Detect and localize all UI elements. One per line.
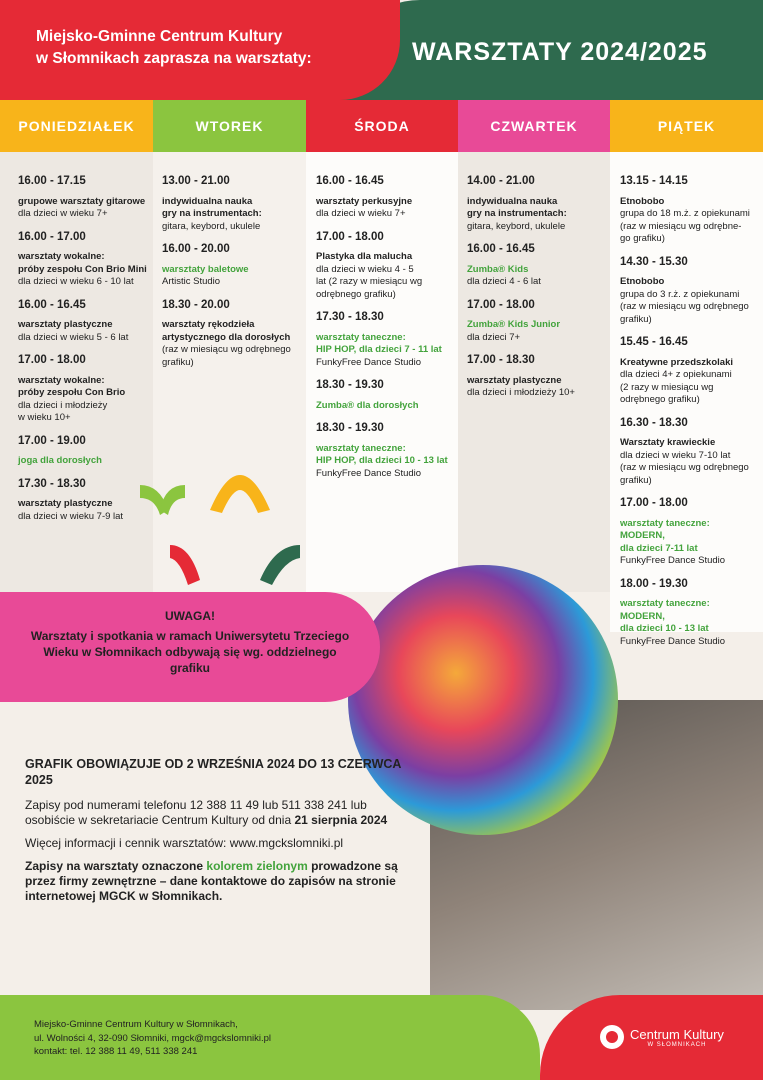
- schedule-entry: [316, 231, 454, 302]
- schedule-entry: [620, 336, 760, 407]
- green-note-post: prowadzone są przez firmy zewnętrzne – dane kontaktowe do zapisów na stronie internetowej MGCK w Słomnikach.: [25, 859, 398, 903]
- green-note-highlight: kolorem zielonym: [206, 859, 308, 873]
- entry-desc: gitara, keybord, ukulele: [467, 220, 566, 232]
- entry-desc: grupa do 3 r.ż. z opiekunami (raz w miesiącu wg odrębnego grafiku): [620, 288, 749, 325]
- entry-desc: dla dzieci w wieku 7+: [18, 208, 108, 219]
- entry-time: 14.30 - 15.30: [620, 255, 688, 268]
- entry-name: grupowe warsztaty gitarowe: [18, 195, 146, 207]
- footer-line-2: ul. Wolności 4, 32-090 Słomniki, mgck@mgckslomniki.pl: [34, 1032, 272, 1044]
- green-note: [25, 859, 420, 904]
- entry-name: Warsztaty krawieckie: [620, 437, 716, 448]
- entry-desc: dla dzieci i młodzieży 10+: [467, 387, 575, 398]
- entry-green: Zumba® Kids Junior: [467, 319, 561, 330]
- entry-time: 17.30 - 18.30: [18, 477, 86, 490]
- schedule-entry: [18, 175, 150, 221]
- entry-desc: FunkyFree Dance Studio: [620, 635, 726, 647]
- entry-time: 13.00 - 21.00: [162, 175, 230, 187]
- schedule-entry: [18, 478, 150, 524]
- deco-shape-dark-green: [260, 545, 300, 585]
- entry-name: indywidualna nauka gry na instrumentach:: [467, 195, 567, 219]
- deco-shape-orange: [210, 475, 270, 513]
- entry-name: Etnobobo: [620, 195, 665, 207]
- entry-name: warsztaty wokalne: próby zespołu Con Brio: [18, 374, 126, 398]
- schedule-entry: [467, 299, 607, 345]
- entry-desc: Artistic Studio: [162, 276, 221, 287]
- entry-time: 18.30 - 19.30: [316, 379, 384, 391]
- schedule-entry: [162, 175, 302, 233]
- deco-shape-green-right: [160, 485, 185, 515]
- day-wednesday: ŚRODA: [306, 100, 458, 152]
- entry-time: 18.30 - 19.30: [316, 422, 384, 434]
- schedule-entry: [467, 175, 607, 233]
- entry-time: 18.00 - 19.30: [620, 577, 688, 590]
- friday-entries: [620, 175, 760, 658]
- entry-name: warsztaty perkusyjne: [316, 195, 413, 207]
- entry-desc: dla dzieci w wieku 7-9 lat: [18, 510, 124, 522]
- logo-sub-text: W SŁOMNIKACH: [647, 1041, 707, 1048]
- entry-name: indywidualna nauka gry na instrumentach:: [162, 195, 262, 219]
- entry-time: 16.00 - 16.45: [316, 175, 384, 187]
- entry-time: 17.00 - 19.00: [18, 434, 86, 447]
- schedule-entry: [18, 435, 150, 468]
- entry-desc: dla dzieci w wieku 5 - 6 lat: [18, 331, 129, 343]
- schedule-entry: [467, 243, 607, 289]
- day-tuesday: WTOREK: [153, 100, 306, 152]
- footer-line-3: kontakt: tel. 12 388 11 49, 511 338 241: [34, 1046, 198, 1057]
- entry-desc: dla dzieci i młodzieży w wieku 10+: [18, 399, 108, 423]
- entry-time: 16.00 - 20.00: [162, 243, 230, 255]
- entry-green: warsztaty taneczne: HIP HOP, dla dzieci 7 - 11 lat: [316, 331, 442, 355]
- entry-green: warsztaty taneczne: MODERN, dla dzieci 7-11 lat: [620, 517, 710, 554]
- entry-name: Kreatywne przedszkolaki: [620, 356, 733, 368]
- entry-time: 16.00 - 16.45: [18, 298, 86, 311]
- schedule-entry: [18, 231, 150, 289]
- tuesday-entries: [162, 175, 302, 379]
- notice-title: UWAGA!: [165, 609, 215, 623]
- entry-name: warsztaty plastyczne: [18, 498, 113, 509]
- deco-shape-red: [170, 545, 200, 585]
- entry-green: joga dla dorosłych: [18, 455, 102, 466]
- enrollment-text: Zapisy pod numerami telefonu 12 388 11 49 lub 511 338 241 lub osobiście w sekretariacie Centrum Kultury od dnia: [25, 798, 367, 827]
- entry-desc: dla dzieci w wieku 4 - 5 lat (2 razy w miesiącu wg odrębnego grafiku): [316, 263, 423, 300]
- intro-line-2: w Słomnikach zaprasza na warsztaty:: [36, 50, 312, 67]
- schedule-entry: [316, 422, 454, 480]
- enrollment-date: 21 sierpnia 2024: [294, 813, 388, 827]
- day-monday: PONIEDZIAŁEK: [0, 100, 153, 152]
- schedule-entry: [620, 497, 760, 568]
- schedule-entry: [18, 354, 150, 425]
- entry-name: warsztaty plastyczne: [467, 374, 562, 386]
- more-info-link[interactable]: Więcej informacji i cennik warsztatów: www.mgckslomniki.pl: [25, 836, 344, 850]
- entry-name: warsztaty rękodzieła artystycznego dla dorosłych: [162, 319, 291, 343]
- thursday-entries: [467, 175, 607, 410]
- schedule-entry: [316, 311, 454, 369]
- entry-desc: FunkyFree Dance Studio: [316, 467, 422, 479]
- entry-desc: dla dzieci 4 - 6 lat: [467, 276, 541, 287]
- entry-time: 14.00 - 21.00: [467, 175, 535, 187]
- schedule-entry: [18, 299, 150, 345]
- entry-desc: grupa do 18 m.ż. z opiekunami (raz w miesiącu wg odrębne- go grafiku): [620, 208, 750, 244]
- schedule-entry: [467, 354, 607, 400]
- schedule-entry: [162, 243, 302, 289]
- entry-desc: gitara, keybord, ukulele: [162, 220, 261, 232]
- page-title: WARSZTATY 2024/2025: [412, 38, 708, 66]
- entry-green: warsztaty taneczne: HIP HOP, dla dzieci 10 - 13 lat: [316, 442, 448, 466]
- entry-green: warsztaty taneczne: MODERN, dla dzieci 10 - 13 lat: [620, 598, 710, 634]
- entry-time: 17.00 - 18.30: [467, 354, 535, 366]
- entry-time: 17.00 - 18.00: [620, 497, 688, 509]
- centrum-kultury-logo: [600, 1025, 724, 1049]
- schedule-entry: [620, 578, 760, 649]
- logo-icon: [600, 1025, 624, 1049]
- entry-time: 13.15 - 14.15: [620, 175, 688, 187]
- entry-name: warsztaty plastyczne: [18, 319, 113, 330]
- entry-desc: FunkyFree Dance Studio: [620, 555, 726, 566]
- entry-time: 17.00 - 18.00: [467, 298, 535, 311]
- entry-name: Plastyka dla malucha: [316, 251, 413, 262]
- decorative-logo-shapes: [130, 470, 310, 600]
- entry-green: Zumba® dla dorosłych: [316, 399, 419, 411]
- entry-desc: (raz w miesiącu wg odrębnego grafiku): [162, 344, 291, 368]
- schedule-entry: [316, 175, 454, 221]
- entry-green: warsztaty baletowe: [162, 263, 249, 275]
- schedule-entry: [162, 299, 302, 370]
- notice-body: Warsztaty i spotkania w ramach Uniwersytetu Trzeciego Wieku w Słomnikach odbywają się wg. oddzielnego grafiku: [30, 629, 350, 675]
- entry-time: 16.30 - 18.30: [620, 416, 688, 429]
- entry-desc: FunkyFree Dance Studio: [316, 356, 422, 368]
- monday-entries: [18, 175, 150, 533]
- info-section: [25, 756, 420, 912]
- entry-time: 18.30 - 20.00: [162, 298, 230, 311]
- footer-line-1: Miejsko-Gminne Centrum Kultury w Słomnikach,: [34, 1019, 238, 1030]
- wednesday-entries: [316, 175, 454, 490]
- schedule-entry: [316, 379, 454, 412]
- entry-time: 16.00 - 17.00: [18, 230, 86, 243]
- entry-desc: dla dzieci w wieku 6 - 10 lat: [18, 276, 134, 287]
- day-thursday: CZWARTEK: [458, 100, 610, 152]
- schedule-validity: GRAFIK OBOWIĄZUJE OD 2 WRZEŚNIA 2024 DO 13 CZERWCA 2025: [25, 757, 401, 787]
- schedule-entry: [620, 256, 760, 327]
- entry-desc: dla dzieci w wieku 7-10 lat (raz w miesiącu wg odrębnego grafiku): [620, 449, 749, 486]
- intro-line-1: Miejsko-Gminne Centrum Kultury: [36, 28, 283, 45]
- entry-time: 17.00 - 18.00: [316, 230, 384, 243]
- day-friday: PIĄTEK: [610, 100, 763, 152]
- entry-desc: dla dzieci 4+ z opiekunami (2 razy w miesiącu wg odrębnego grafiku): [620, 369, 732, 405]
- enrollment-info: [25, 798, 420, 828]
- entry-time: 16.00 - 16.45: [467, 243, 535, 255]
- footer-contact: [34, 1018, 271, 1059]
- entry-time: 16.00 - 17.15: [18, 175, 86, 187]
- entry-desc: dla dzieci w wieku 7+: [316, 208, 406, 219]
- notice-text: [30, 608, 350, 676]
- schedule-entry: [620, 417, 760, 488]
- header-intro: [36, 26, 312, 70]
- schedule-entry: [620, 175, 760, 246]
- entry-name: warsztaty wokalne: próby zespołu Con Brio Mini: [18, 251, 147, 275]
- entry-desc: dla dzieci 7+: [467, 331, 521, 343]
- logo-main-text: Centrum Kultury: [630, 1026, 724, 1042]
- entry-time: 17.00 - 18.00: [18, 354, 86, 366]
- entry-name: Etnobobo: [620, 276, 665, 287]
- green-note-pre: Zapisy na warsztaty oznaczone: [25, 859, 207, 873]
- entry-time: 17.30 - 18.30: [316, 311, 384, 323]
- entry-time: 15.45 - 16.45: [620, 336, 688, 348]
- entry-green: Zumba® Kids: [467, 263, 529, 275]
